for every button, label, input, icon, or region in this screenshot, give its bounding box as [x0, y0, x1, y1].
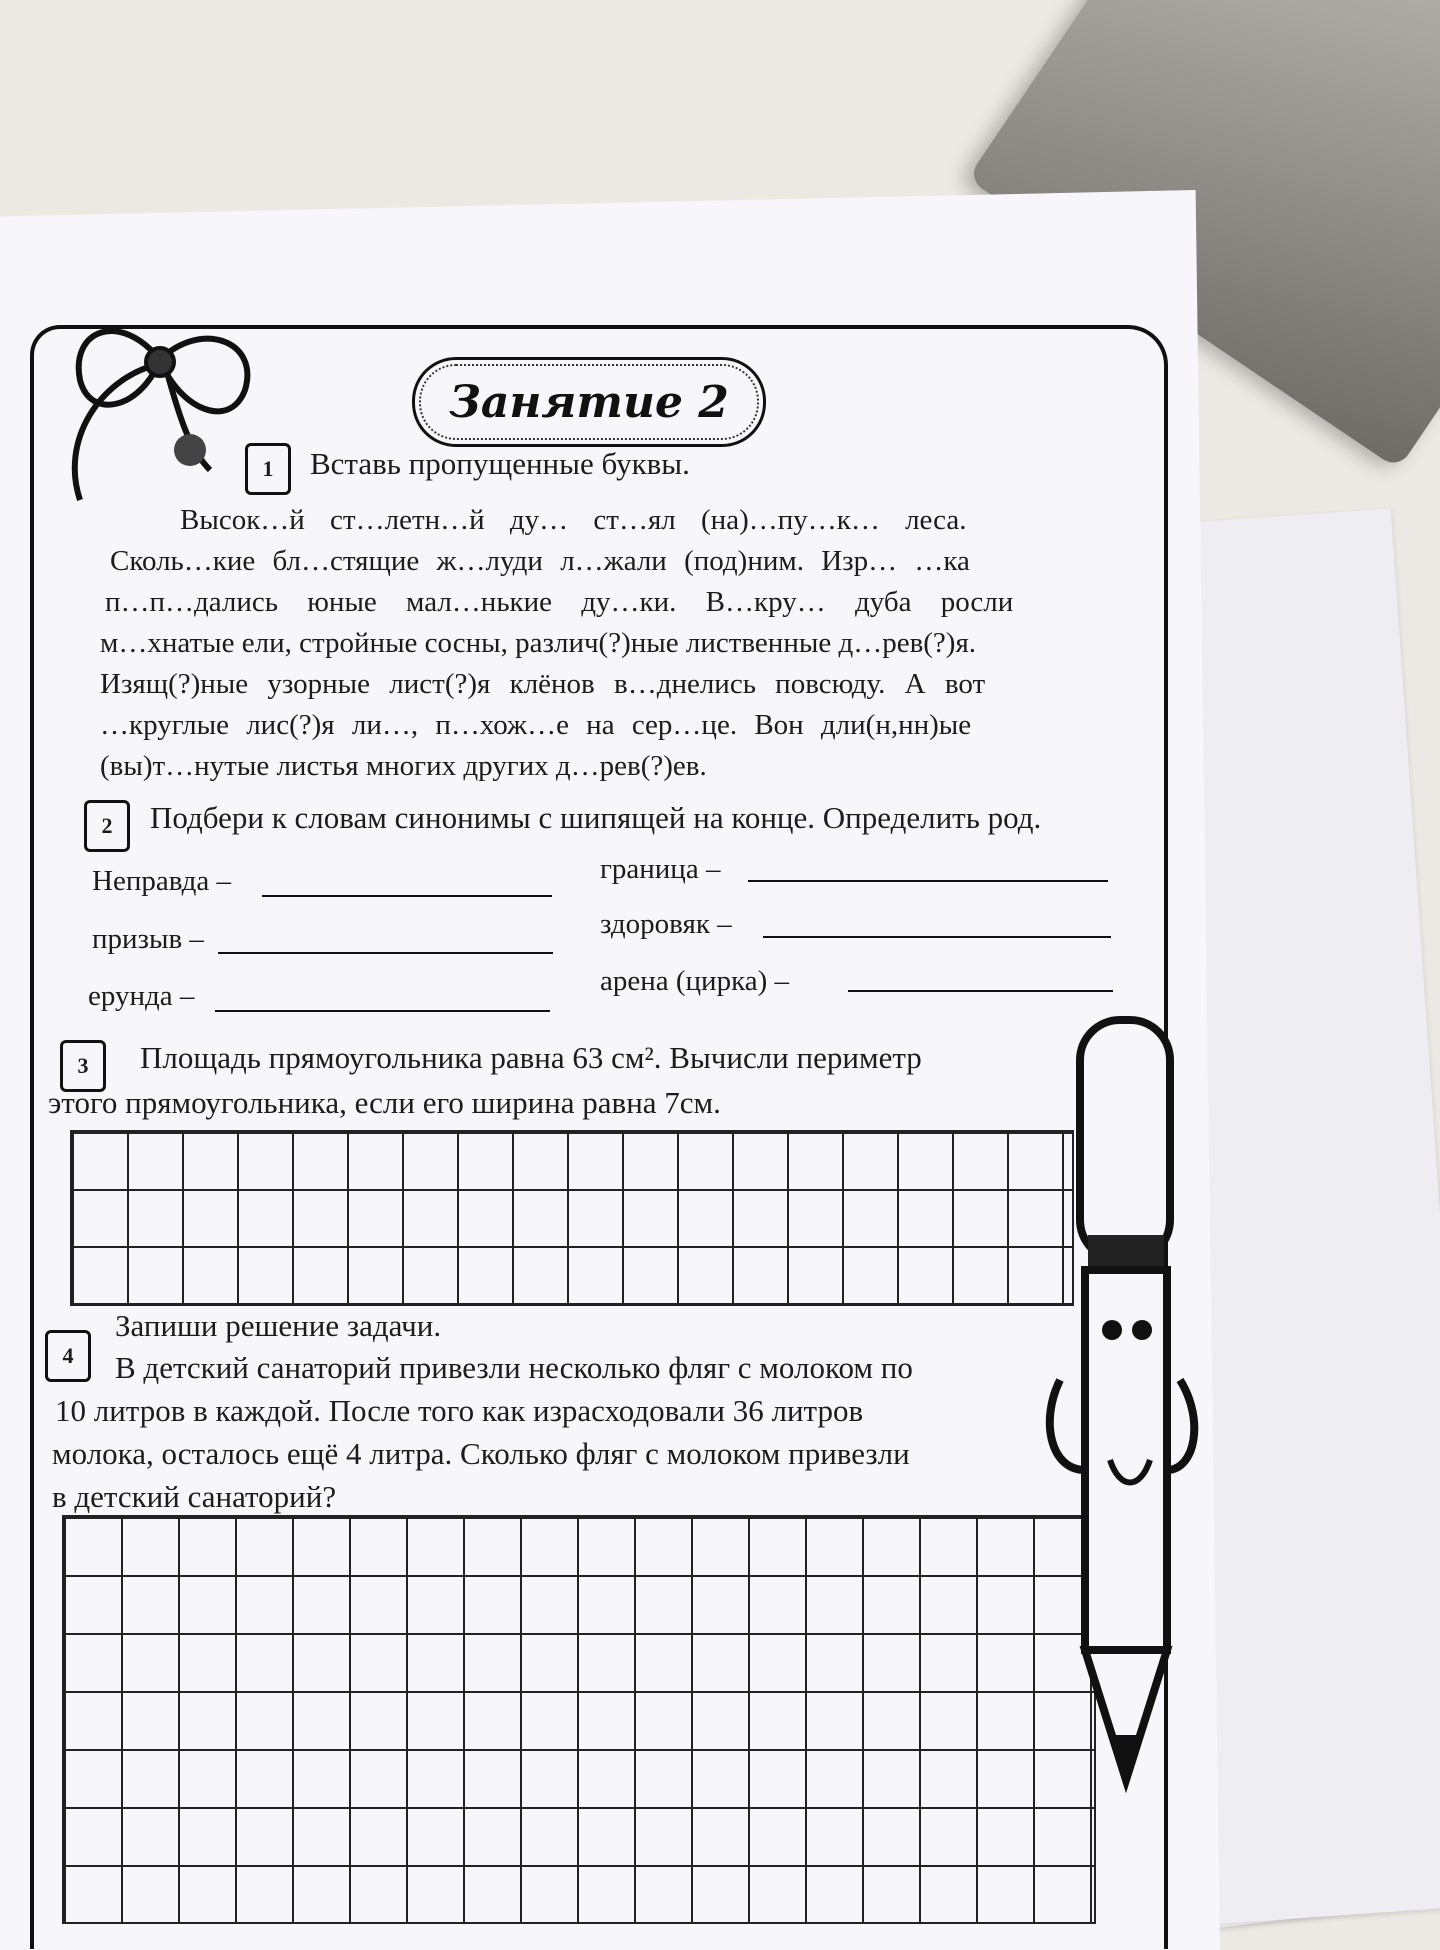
- task2-word-5: здоровяк –: [600, 908, 732, 940]
- task1-line-3: п…п…дались юные мал…нькие ду…ки. В…кру… дуба росли: [105, 586, 1014, 618]
- task1-line-2: Сколь…кие бл…стящие ж…луди л…жали (под)ним. Изр… …ка: [110, 545, 970, 577]
- lesson-title-badge: [412, 357, 766, 447]
- task-number-3: 3: [60, 1040, 106, 1092]
- task1-line-1: Высок…й ст…летн…й ду… ст…ял (на)…пу…к… леса.: [180, 504, 967, 536]
- lesson-title: Занятие 2: [449, 376, 729, 428]
- task4-line-2: 10 литров в каждой. После того как израсходовали 36 литров: [55, 1393, 864, 1428]
- answer-line[interactable]: [262, 895, 552, 897]
- answer-line[interactable]: [218, 952, 553, 954]
- task-number-2: 2: [84, 800, 130, 852]
- task2-heading: Подбери к словам синонимы с шипящей на конце. Определить род.: [150, 800, 1042, 835]
- task3-heading: Площадь прямоугольника равна 63 см². Вычисли периметр: [140, 1040, 922, 1075]
- answer-line[interactable]: [763, 936, 1111, 938]
- task1-line-7: (вы)т…нутые листья многих других д…рев(?)ев.: [100, 750, 707, 782]
- task1-line-4: м…хнатые ели, стройные сосны, различ(?)ные лиственные д…рев(?)я.: [100, 627, 977, 659]
- task1-line-5: Изящ(?)ные узорные лист(?)я клёнов в…днелись повсюду. А вот: [100, 668, 986, 700]
- task2-word-2: призыв –: [92, 923, 204, 955]
- pencil-character: [1040, 1000, 1200, 1800]
- answer-line[interactable]: [748, 880, 1108, 882]
- task4-line-4: в детский санаторий?: [52, 1479, 337, 1514]
- task2-word-1: Неправда –: [92, 865, 232, 897]
- task2-word-4: граница –: [600, 853, 721, 885]
- answer-line[interactable]: [848, 990, 1113, 992]
- answer-grid-task4[interactable]: [62, 1515, 1096, 1924]
- answer-grid-task3[interactable]: [70, 1130, 1074, 1306]
- task-number-4: 4: [45, 1330, 91, 1382]
- task4-heading: Запиши решение задачи.: [115, 1308, 442, 1343]
- task1-line-6: …круглые лис(?)я ли…, п…хож…е на сер…це. Вон дли(н,нн)ые: [100, 709, 972, 741]
- task1-heading: Вставь пропущенные буквы.: [310, 446, 690, 481]
- task4-line-3: молока, осталось ещё 4 литра. Сколько фляг с молоком привезли: [52, 1436, 910, 1471]
- task2-word-6: арена (цирка) –: [600, 965, 790, 997]
- task3-heading-line2: этого прямоугольника, если его ширина равна 7см.: [48, 1085, 721, 1120]
- task2-word-3: ерунда –: [88, 980, 195, 1012]
- answer-line[interactable]: [215, 1010, 550, 1012]
- task4-line-1: В детский санаторий привезли несколько фляг с молоком по: [115, 1350, 913, 1385]
- bow-decoration: [40, 300, 270, 520]
- task-number-1: 1: [245, 443, 291, 495]
